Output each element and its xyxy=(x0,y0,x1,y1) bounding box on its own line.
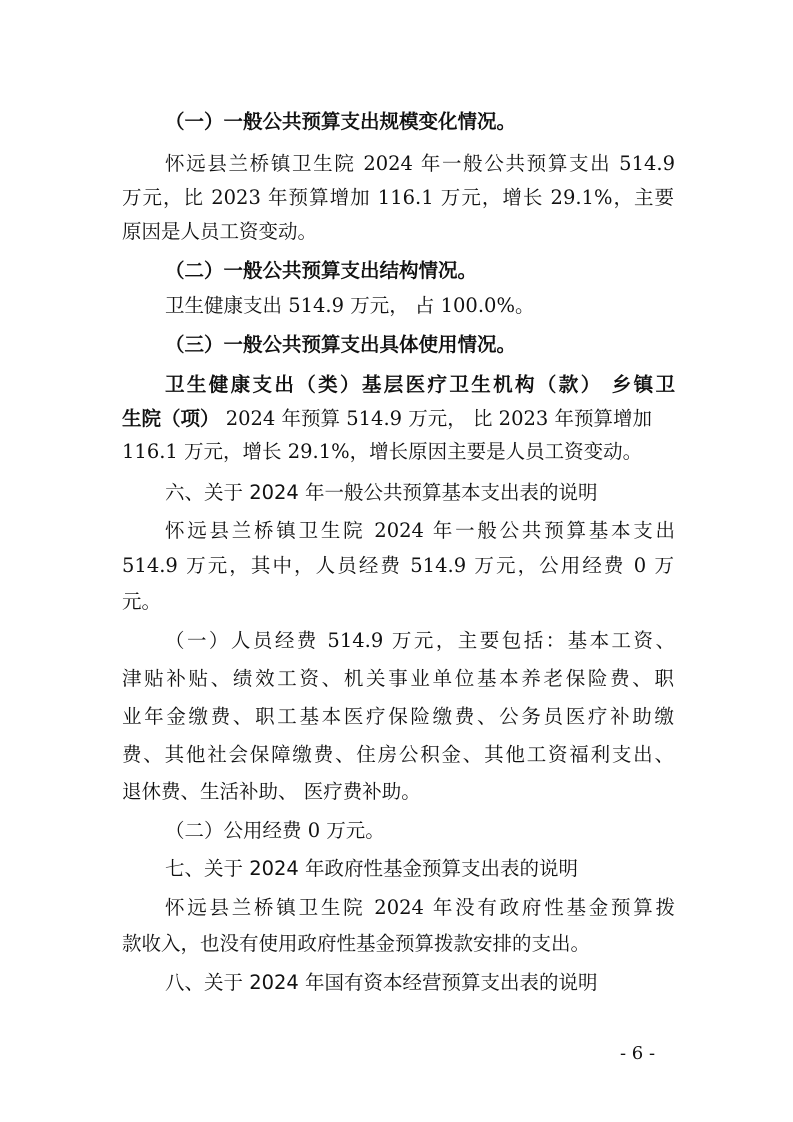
paragraph-line: （一）人员经费 514.9 万元，主要包括：基本工资、 xyxy=(165,629,675,652)
paragraph-line: 退休费、生活补助、 医疗费补助。 xyxy=(122,780,421,803)
paragraph-line: 怀远县兰桥镇卫生院 2024 年一般公共预算支出 514.9 xyxy=(165,152,675,175)
paragraph-line: 业年金缴费、职工基本医疗保险缴费、公务员医疗补助缴 xyxy=(122,705,674,728)
section-heading-7: 七、关于 2024 年政府性基金预算支出表的说明 xyxy=(165,857,579,880)
paragraph-line: 怀远县兰桥镇卫生院 2024 年没有政府性基金预算拨 xyxy=(165,896,675,919)
heading-budget-scale: （一）一般公共预算支出规模变化情况。 xyxy=(165,110,517,133)
paragraph-line: 116.1 万元，增长 29.1%，增长原因主要是人员工资变动。 xyxy=(122,440,643,463)
paragraph-line: 怀远县兰桥镇卫生院 2024 年一般公共预算基本支出 xyxy=(165,519,675,542)
paragraph-line: 津贴补贴、绩效工资、机关事业单位基本养老保险费、职 xyxy=(122,667,674,690)
bold-lead-text: 生院（项） xyxy=(122,407,220,430)
paragraph-line: 元。 xyxy=(122,590,162,613)
paragraph-text: 2024 年预算 514.9 万元， 比 2023 年预算增加 xyxy=(219,407,652,430)
paragraph-line-bold: 卫生健康支出（类）基层医疗卫生机构（款） 乡镇卫 xyxy=(165,373,675,396)
heading-budget-usage: （三）一般公共预算支出具体使用情况。 xyxy=(165,333,517,356)
paragraph-line: 万元，比 2023 年预算增加 116.1 万元，增长 29.1%，主要 xyxy=(122,186,674,209)
page-number: - 6 - xyxy=(620,1043,656,1064)
paragraph-line: 514.9 万元，其中，人员经费 514.9 万元，公用经费 0 万 xyxy=(122,554,674,577)
paragraph-line: 原因是人员工资变动。 xyxy=(122,220,318,243)
paragraph-line: 款收入，也没有使用政府性基金预算拨款安排的支出。 xyxy=(122,932,591,955)
paragraph-line xyxy=(122,404,674,434)
heading-budget-structure: （二）一般公共预算支出结构情况。 xyxy=(165,259,478,282)
section-heading-8: 八、关于 2024 年国有资本经营预算支出表的说明 xyxy=(165,971,598,994)
paragraph-line: （二）公用经费 0 万元。 xyxy=(165,819,385,842)
section-heading-6: 六、关于 2024 年一般公共预算基本支出表的说明 xyxy=(165,481,598,504)
paragraph-line: 卫生健康支出 514.9 万元， 占 100.0%。 xyxy=(165,294,535,317)
paragraph-line: 费、其他社会保障缴费、住房公积金、其他工资福利支出、 xyxy=(122,743,674,766)
